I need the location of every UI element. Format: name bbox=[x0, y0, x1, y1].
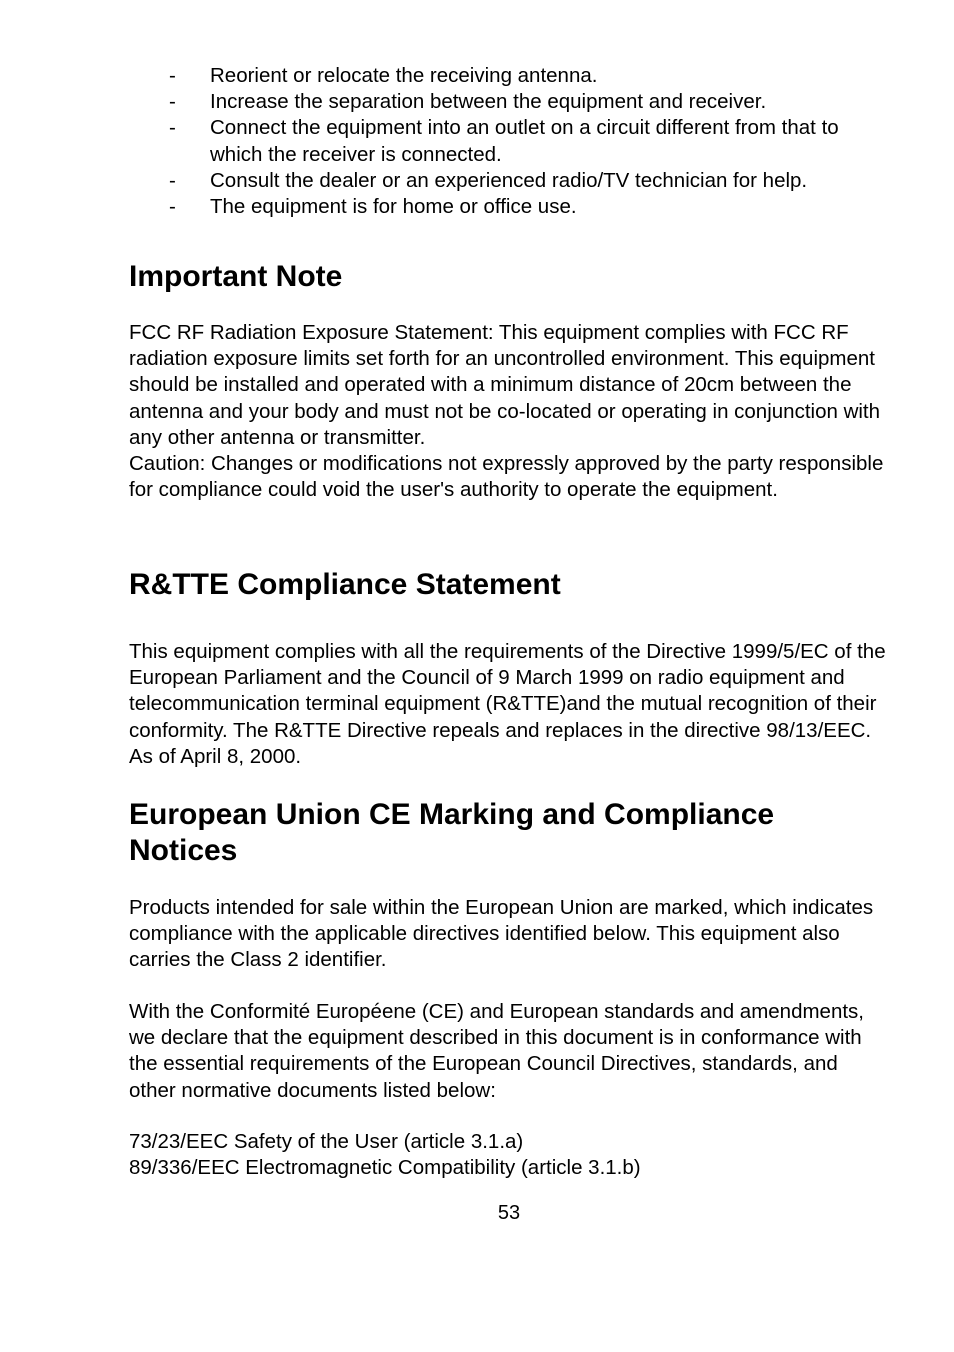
page-number: 53 bbox=[497, 1202, 521, 1224]
list-item-text: Consult the dealer or an experienced radio/TV technician for help. bbox=[210, 168, 808, 192]
list-dash: - bbox=[169, 90, 176, 114]
list-item bbox=[0, 63, 890, 89]
rtte-heading: R&TTE Compliance Statement bbox=[129, 568, 561, 601]
list-dash: - bbox=[169, 168, 176, 192]
list-item bbox=[0, 115, 890, 167]
list-item bbox=[0, 194, 890, 220]
list-item-text: Connect the equipment into an outlet on a circuit different from that to which the receiver is connected. bbox=[210, 116, 839, 166]
list-item-text: Increase the separation between the equipment and receiver. bbox=[210, 90, 767, 114]
recommendation-list bbox=[0, 63, 954, 220]
fcc-statement-paragraph: FCC RF Radiation Exposure Statement: This equipment complies with FCC RF radiation exposure limits set forth for an uncontrolled environment. This equipment should be installed and operated with a minimum distance of 20cm between the antenna and your body and must not be co-located or operating in conjunction with any other antenna or transmitter. bbox=[129, 321, 881, 449]
list-dash: - bbox=[169, 64, 176, 87]
eu-conformity-paragraph: With the Conformité Européene (CE) and European standards and amendments, we declare that the equipment described in this document is in conformance with the essential requirements of the European Council Directives, standards, and other normative documents listed below: bbox=[129, 1000, 864, 1102]
rtte-paragraph: This equipment complies with all the requirements of the Directive 1999/5/EC of the European Parliament and the Council of 9 March 1999 on radio equipment and telecommunication terminal equipment (R&TTE)and the mutual recognition of their conformity. The R&TTE Directive repeals and replaces in the directive 98/13/EEC. As of April 8, 2000. bbox=[129, 640, 886, 768]
list-dash: - bbox=[169, 116, 176, 140]
important-note-heading: Important Note bbox=[129, 260, 343, 293]
list-item bbox=[0, 89, 890, 115]
directive-emc: 89/336/EEC Electromagnetic Compatibility (article 3.1.b) bbox=[129, 1156, 641, 1179]
eu-products-paragraph: Products intended for sale within the European Union are marked, which indicates compliance with the applicable directives identified below. This equipment also carries the Class 2 identifier. bbox=[129, 896, 874, 972]
directive-safety: 73/23/EEC Safety of the User (article 3.1.a) bbox=[129, 1130, 524, 1153]
caution-paragraph: Caution: Changes or modifications not expressly approved by the party responsible for compliance could void the user's authority to operate the equipment. bbox=[129, 452, 884, 502]
list-dash: - bbox=[169, 195, 176, 219]
eu-ce-heading: European Union CE Marking and Compliance Notices bbox=[129, 798, 775, 867]
list-item bbox=[0, 168, 890, 194]
list-item-text: The equipment is for home or office use. bbox=[210, 195, 577, 219]
list-item-text: Reorient or relocate the receiving antenna. bbox=[210, 64, 598, 87]
